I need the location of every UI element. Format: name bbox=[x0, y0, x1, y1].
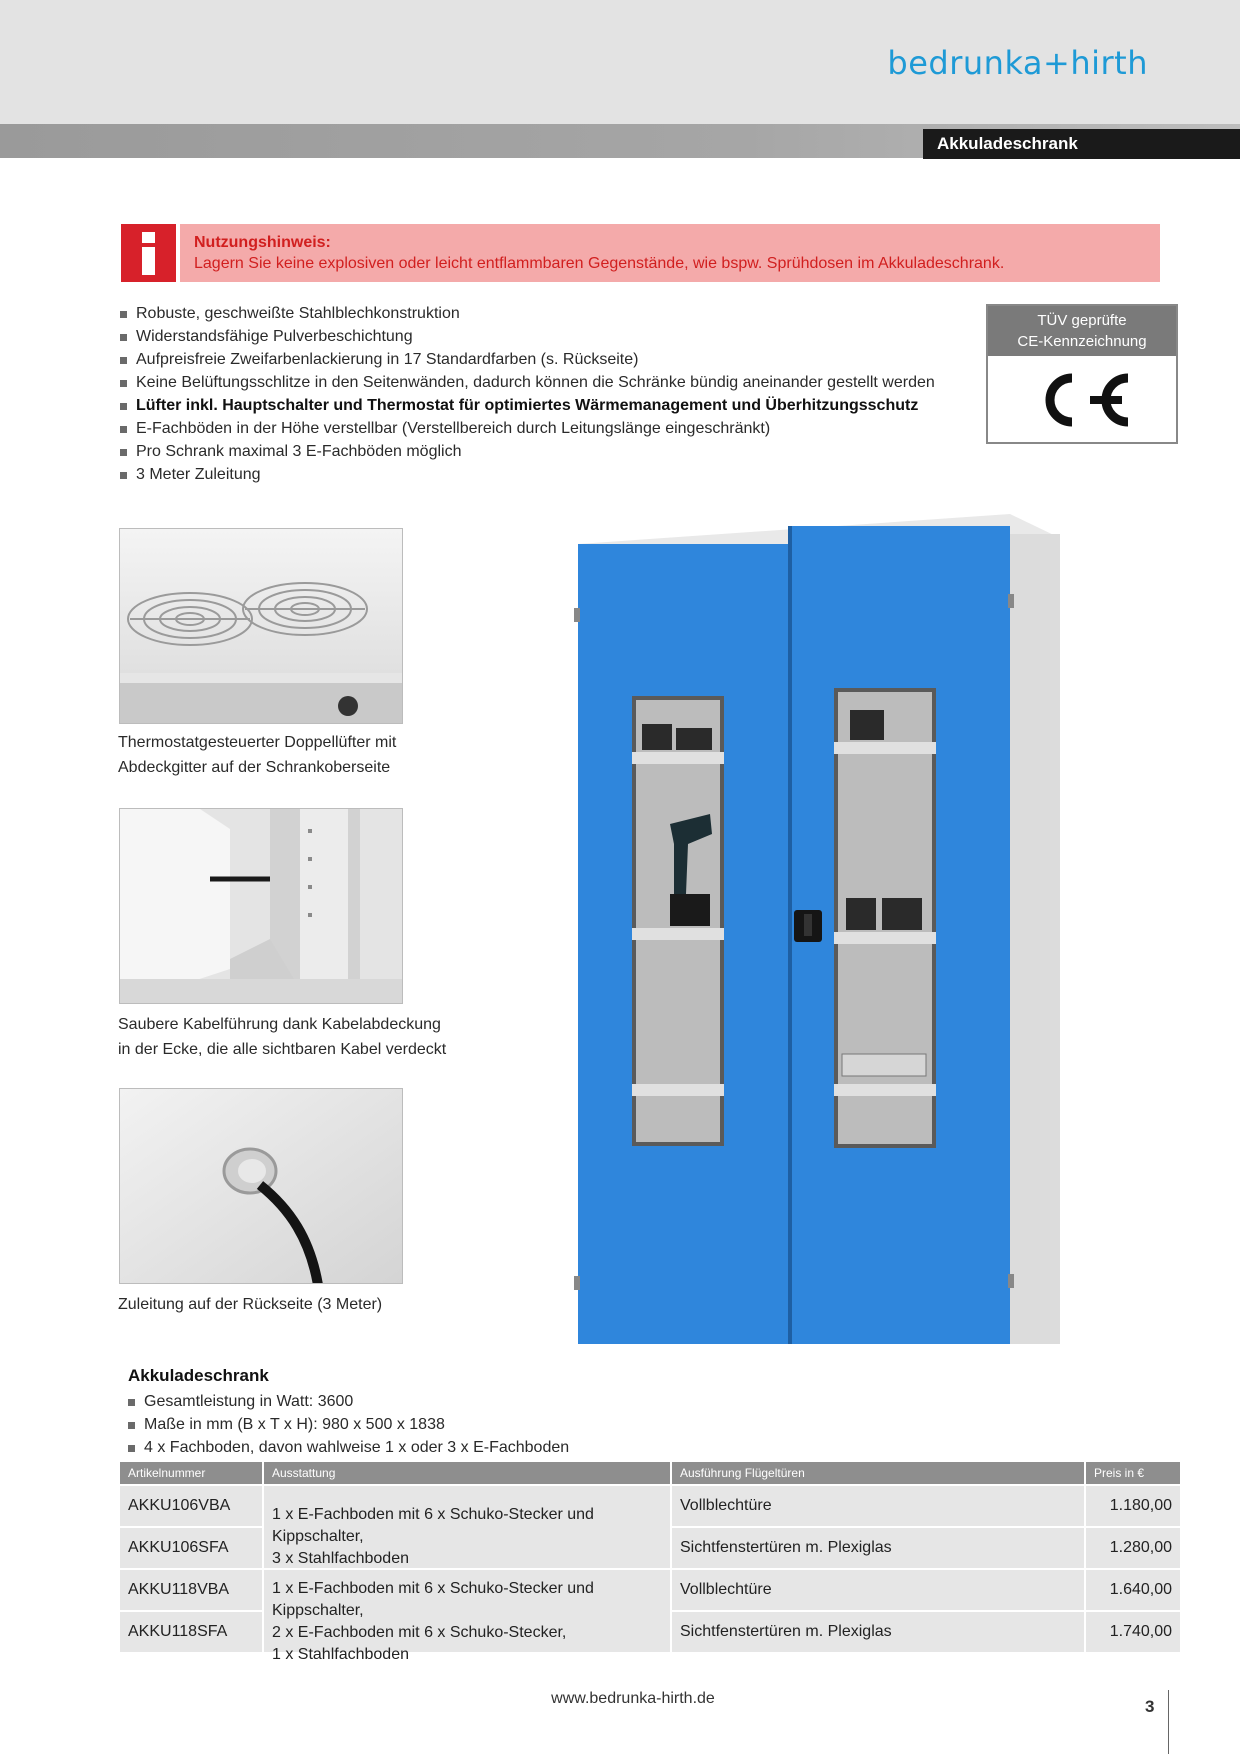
spec-item: Gesamtleistung in Watt: 3600 bbox=[128, 1390, 569, 1413]
cable-cover-caption: Saubere Kabelführung dank Kabelabdeckung in der Ecke, die alle sichtbaren Kabel verdeckt bbox=[118, 1016, 447, 1058]
table-row-price: 1.640,00 bbox=[1086, 1570, 1180, 1610]
section-title: Akkuladeschrank bbox=[923, 129, 1240, 159]
feature-item-highlight: Lüfter inkl. Hauptschalter und Thermostat für optimiertes Wärmemanagement und Überhitzungsschutz bbox=[120, 394, 935, 417]
table-row-door: Sichtfenstertüren m. Plexiglas bbox=[672, 1528, 1084, 1568]
footer-url[interactable]: www.bedrunka-hirth.de bbox=[551, 1690, 715, 1707]
feature-item: Widerstandsfähige Pulverbeschichtung bbox=[120, 325, 935, 348]
header-price: Preis in € bbox=[1086, 1462, 1180, 1484]
spec-item: 4 x Fachboden, davon wahlweise 1 x oder 3 x E-Fachboden bbox=[128, 1436, 569, 1459]
usage-notice bbox=[180, 224, 1160, 282]
certification-label: TÜV geprüfte CE-Kennzeichnung bbox=[988, 306, 1176, 356]
product-specs bbox=[128, 1390, 569, 1459]
table-row-door: Sichtfenstertüren m. Plexiglas bbox=[672, 1612, 1084, 1652]
brand-logo: bedrunka+hirth bbox=[887, 44, 1148, 82]
feature-item: Robuste, geschweißte Stahlblechkonstruktion bbox=[120, 302, 935, 325]
feature-list bbox=[120, 302, 935, 486]
feature-item: Pro Schrank maximal 3 E-Fachböden möglich bbox=[120, 440, 935, 463]
feature-item: E-Fachböden in der Höhe verstellbar (Verstellbereich durch Leitungslänge eingeschränkt) bbox=[120, 417, 935, 440]
fan-photo-caption: Thermostatgesteuerter Doppellüfter mit Abdeckgitter auf der Schrankoberseite bbox=[118, 734, 397, 776]
table-row-article: AKKU106VBA bbox=[120, 1486, 262, 1526]
table-row-article: AKKU118SFA bbox=[120, 1612, 262, 1652]
supply-line-photo bbox=[119, 1088, 403, 1284]
fan-photo bbox=[119, 528, 403, 724]
spec-item: Maße in mm (B x T x H): 980 x 500 x 1838 bbox=[128, 1413, 569, 1436]
certification-box bbox=[986, 304, 1178, 444]
product-title: Akkuladeschrank bbox=[128, 1366, 269, 1385]
supply-line-caption: Zuleitung auf der Rückseite (3 Meter) bbox=[118, 1296, 383, 1313]
ce-mark-icon bbox=[988, 358, 1176, 442]
notice-text: Lagern Sie keine explosiven oder leicht entflammbaren Gegenstände, wie bspw. Sprühdosen im Akkuladeschrank. bbox=[194, 255, 1005, 272]
cable-cover-photo bbox=[119, 808, 403, 1004]
table-row-article: AKKU106SFA bbox=[120, 1528, 262, 1568]
table-row-price: 1.280,00 bbox=[1086, 1528, 1180, 1568]
table-row-article: AKKU118VBA bbox=[120, 1570, 262, 1610]
feature-item: Aufpreisfreie Zweifarbenlackierung in 17 Standardfarben (s. Rückseite) bbox=[120, 348, 935, 371]
table-row-price: 1.180,00 bbox=[1086, 1486, 1180, 1526]
cabinet-image bbox=[570, 514, 1070, 1344]
page-divider bbox=[1168, 1690, 1169, 1754]
feature-item: Keine Belüftungsschlitze in den Seitenwänden, dadurch können die Schränke bündig aneinander gestellt werden bbox=[120, 371, 935, 394]
header-article: Artikelnummer bbox=[120, 1462, 262, 1484]
table-equipment-group2: 1 x E-Fachboden mit 6 x Schuko-Stecker und Kippschalter, 2 x E-Fachboden mit 6 x Schuko-Stecker, 1 x Stahlfachboden bbox=[264, 1570, 670, 1652]
header-equipment: Ausstattung bbox=[264, 1462, 670, 1484]
table-equipment-group1: 1 x E-Fachboden mit 6 x Schuko-Stecker und Kippschalter, 3 x Stahlfachboden bbox=[264, 1486, 670, 1568]
notice-heading: Nutzungshinweis: bbox=[194, 234, 331, 251]
table-row-door: Vollblechtüre bbox=[672, 1570, 1084, 1610]
table-row-door: Vollblechtüre bbox=[672, 1486, 1084, 1526]
table-row-price: 1.740,00 bbox=[1086, 1612, 1180, 1652]
header-door-type: Ausführung Flügeltüren bbox=[672, 1462, 1084, 1484]
page-number: 3 bbox=[1145, 1697, 1155, 1716]
feature-item: 3 Meter Zuleitung bbox=[120, 463, 935, 486]
info-icon bbox=[121, 224, 176, 282]
